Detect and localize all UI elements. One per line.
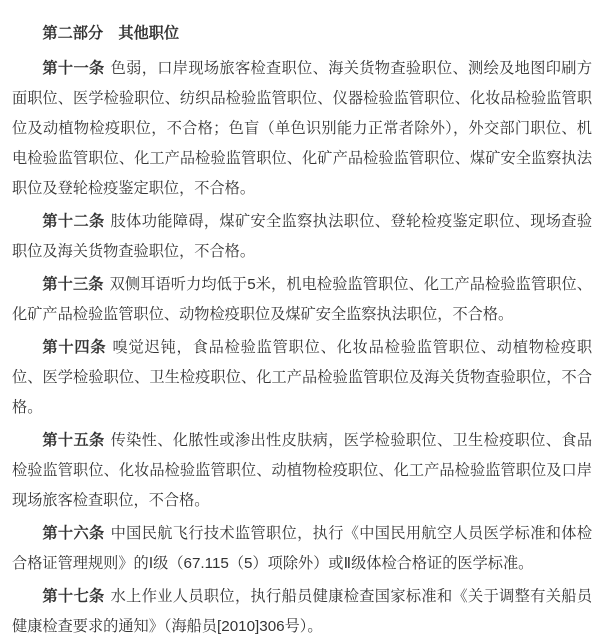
- article-17: [12, 582, 592, 642]
- article-text: 水上作业人员职位，执行船员健康检查国家标准和《关于调整有关船员健康检查要求的通知》（海船员[2010]306号）。: [12, 588, 593, 635]
- article-number: 第十三条: [42, 276, 104, 293]
- article-16: [12, 519, 592, 579]
- article-text: 中国民航飞行技术监管职位，执行《中国民用航空人员医学标准和体检合格证管理规则》的Ⅰ级（67.115（5）项除外）或Ⅱ级体检合格证的医学标准。: [12, 525, 593, 572]
- article-text: 双侧耳语听力均低于5米，机电检验监管职位、化工产品检验监管职位、化矿产品检验监管职位、动物检疫职位及煤矿安全监察执法职位，不合格。: [12, 276, 592, 323]
- article-number: 第十四条: [42, 339, 107, 356]
- article-text: 嗅觉迟钝，食品检验监管职位、化妆品检验监管职位、动植物检疫职位、医学检验职位、卫生检疫职位、化工产品检验监管职位及海关货物查验职位，不合格。: [12, 339, 593, 416]
- article-number: 第十五条: [42, 432, 105, 449]
- article-text: 传染性、化脓性或渗出性皮肤病，医学检验职位、卫生检疫职位、食品检验监管职位、化妆品检验监管职位、动植物检疫职位、化工产品检验监管职位及口岸现场旅客检查职位，不合格。: [12, 432, 593, 509]
- article-number: 第十二条: [42, 213, 105, 230]
- article-text: 肢体功能障碍，煤矿安全监察执法职位、登轮检疫鉴定职位、现场查验职位及海关货物查验职位，不合格。: [12, 213, 593, 260]
- article-15: [12, 426, 592, 516]
- article-13: [12, 270, 592, 330]
- section-title: 第二部分 其他职位: [42, 25, 180, 42]
- article-text: 色弱，口岸现场旅客检查职位、海关货物查验职位、测绘及地图印刷方面职位、医学检验职位、纺织品检验监管职位、仪器检验监管职位、化妆品检验监管职位及动植物检疫职位，不合格；色盲（单色识别能力正常者除外），外交部门职位、机电检验监管职位、化工产品检验监管职位、化矿产品检验监管职位、煤矿安全监察执法职位及登轮检疫鉴定职位，不合格。: [12, 60, 593, 197]
- article-12: [12, 207, 592, 267]
- article-14: [12, 333, 592, 423]
- article-number: 第十六条: [42, 525, 105, 542]
- article-11: [12, 54, 592, 204]
- article-number: 第十七条: [42, 588, 105, 605]
- article-number: 第十一条: [42, 60, 105, 77]
